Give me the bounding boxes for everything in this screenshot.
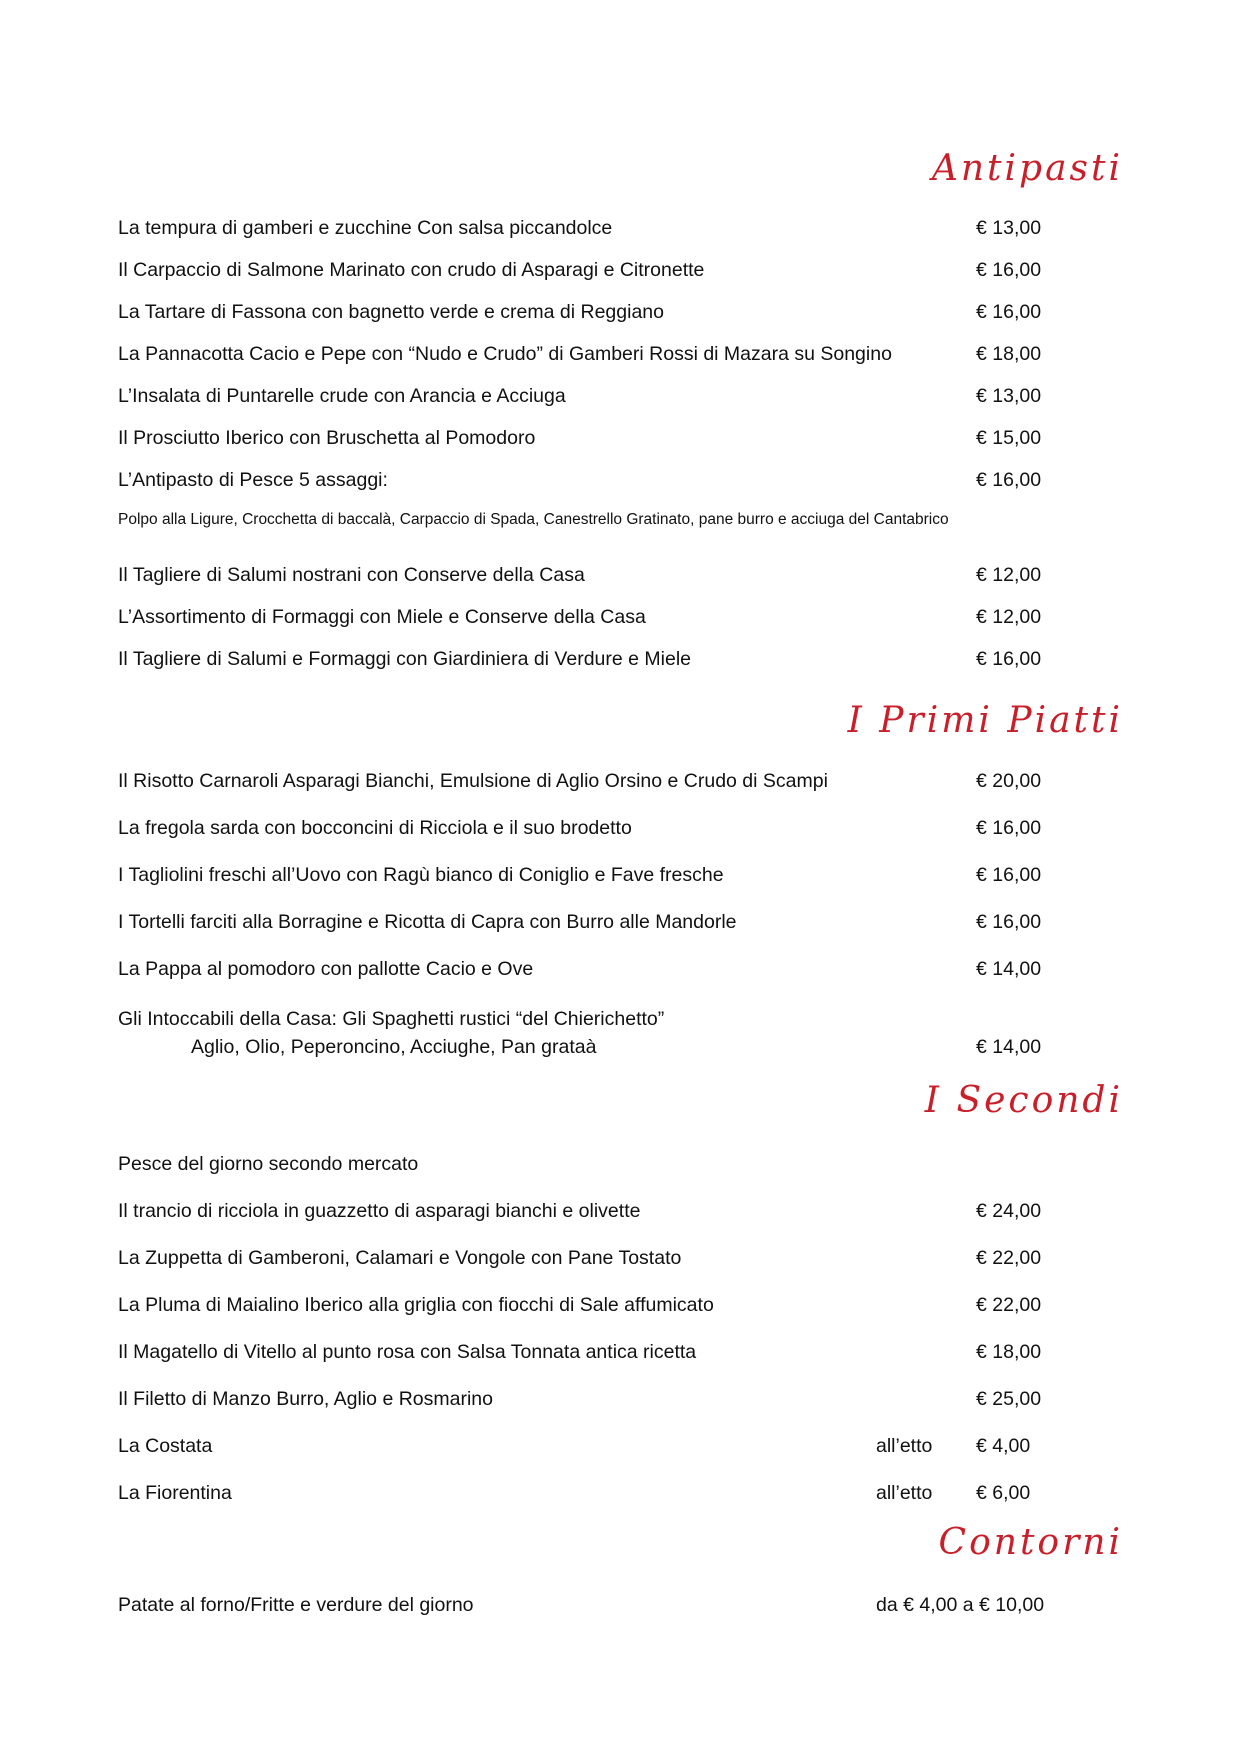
item-price: € 13,00 <box>976 217 1042 239</box>
item-name: Il Risotto Carnaroli Asparagi Bianchi, Emulsione di Aglio Orsino e Crudo di Scampi <box>118 770 828 792</box>
item-price: € 16,00 <box>976 469 1042 491</box>
menu-item <box>118 1431 1118 1461</box>
item-price-range: da € 4,00 a € 10,00 <box>876 1594 1045 1616</box>
item-name: L’Insalata di Puntarelle crude con Arancia e Acciuga <box>118 385 566 407</box>
menu-item <box>118 766 1118 796</box>
item-name: L’Assortimento di Formaggi con Miele e Conserve della Casa <box>118 606 646 628</box>
item-name: Patate al forno/Fritte e verdure del giorno <box>118 1594 474 1616</box>
item-name: Gli Intoccabili della Casa: Gli Spaghetti rustici “del Chierichetto” <box>118 1008 665 1030</box>
item-name: La Tartare di Fassona con bagnetto verde e crema di Reggiano <box>118 301 664 323</box>
item-name: La tempura di gamberi e zucchine Con salsa piccandolce <box>118 217 613 239</box>
menu-item <box>118 1290 1118 1320</box>
menu-item <box>118 423 1118 453</box>
item-price: € 22,00 <box>976 1294 1042 1316</box>
item-price: € 16,00 <box>976 817 1042 839</box>
item-name: La Zuppetta di Gamberoni, Calamari e Vongole con Pane Tostato <box>118 1247 682 1269</box>
menu-item <box>118 1384 1118 1414</box>
menu-item <box>118 381 1118 411</box>
item-price: € 16,00 <box>976 648 1042 670</box>
item-price: € 4,00 <box>976 1435 1031 1457</box>
item-price: € 25,00 <box>976 1388 1042 1410</box>
item-price: € 18,00 <box>976 1341 1042 1363</box>
item-name: La Pannacotta Cacio e Pepe con “Nudo e Crudo” di Gamberi Rossi di Mazara su Songino <box>118 343 892 365</box>
item-price: € 22,00 <box>976 1247 1042 1269</box>
item-name: Il Filetto di Manzo Burro, Aglio e Rosmarino <box>118 1388 493 1410</box>
menu-item <box>118 1337 1118 1367</box>
menu-item <box>118 644 1118 674</box>
item-price: € 14,00 <box>976 958 1042 980</box>
item-name: Il Tagliere di Salumi e Formaggi con Giardiniera di Verdure e Miele <box>118 648 692 670</box>
menu-item <box>118 954 1118 984</box>
item-unit: all’etto <box>876 1435 933 1457</box>
item-unit: all’etto <box>876 1482 933 1504</box>
item-name: Il trancio di ricciola in guazzetto di asparagi bianchi e olivette <box>118 1200 641 1222</box>
item-price: € 12,00 <box>976 606 1042 628</box>
item-price: € 18,00 <box>976 343 1042 365</box>
item-name: La Fiorentina <box>118 1482 232 1504</box>
item-name: I Tagliolini freschi all’Uovo con Ragù bianco di Coniglio e Fave fresche <box>118 864 724 886</box>
item-price: € 12,00 <box>976 564 1042 586</box>
item-name: La Pappa al pomodoro con pallotte Cacio e Ove <box>118 958 534 980</box>
item-name: La Costata <box>118 1435 213 1457</box>
item-name: La Pluma di Maialino Iberico alla griglia con fiocchi di Sale affumicato <box>118 1294 714 1316</box>
section-title-secondi: I Secondi <box>924 1080 1123 1121</box>
item-price: € 20,00 <box>976 770 1042 792</box>
item-subtitle: Aglio, Olio, Peperoncino, Acciughe, Pan grataà <box>191 1036 597 1058</box>
item-price: € 15,00 <box>976 427 1042 449</box>
menu-item <box>118 1243 1118 1273</box>
menu-item-intro <box>118 1149 1118 1179</box>
item-price: € 16,00 <box>976 301 1042 323</box>
menu-item <box>118 297 1118 327</box>
item-name: La fregola sarda con bocconcini di Ricciola e il suo brodetto <box>118 817 632 839</box>
item-description: Polpo alla Ligure, Crocchetta di baccalà, Carpaccio di Spada, Canestrello Gratinato, pane burro e acciuga del Cantabrico <box>118 511 949 528</box>
item-name: Il Carpaccio di Salmone Marinato con crudo di Asparagi e Citronette <box>118 259 705 281</box>
item-price: € 16,00 <box>976 911 1042 933</box>
item-name: Il Magatello di Vitello al punto rosa con Salsa Tonnata antica ricetta <box>118 1341 697 1363</box>
section-title-contorni: Contorni <box>938 1522 1123 1563</box>
item-price: € 13,00 <box>976 385 1042 407</box>
item-price: € 24,00 <box>976 1200 1042 1222</box>
menu-item <box>118 1478 1118 1508</box>
menu-item <box>118 907 1118 937</box>
menu-item <box>118 213 1118 243</box>
menu-item <box>118 255 1118 285</box>
item-name: L’Antipasto di Pesce 5 assaggi: <box>118 469 388 491</box>
section-title-primi: I Primi Piatti <box>847 700 1123 741</box>
item-name: Pesce del giorno secondo mercato <box>118 1153 419 1175</box>
item-price: € 16,00 <box>976 864 1042 886</box>
section-title-antipasti: Antipasti <box>931 148 1123 189</box>
item-price: € 14,00 <box>976 1036 1042 1058</box>
item-name: I Tortelli farciti alla Borragine e Ricotta di Capra con Burro alle Mandorle <box>118 911 737 933</box>
menu-item-special <box>118 1004 1118 1064</box>
item-name: Il Prosciutto Iberico con Bruschetta al Pomodoro <box>118 427 536 449</box>
item-price: € 6,00 <box>976 1482 1031 1504</box>
menu-item <box>118 560 1118 590</box>
item-price: € 16,00 <box>976 259 1042 281</box>
menu-item <box>118 339 1118 369</box>
item-name: Il Tagliere di Salumi nostrani con Conserve della Casa <box>118 564 585 586</box>
menu-item <box>118 860 1118 890</box>
menu-item <box>118 465 1118 495</box>
menu-item <box>118 1196 1118 1226</box>
menu-item <box>118 813 1118 843</box>
menu-item <box>118 602 1118 632</box>
menu-item <box>118 1590 1118 1620</box>
